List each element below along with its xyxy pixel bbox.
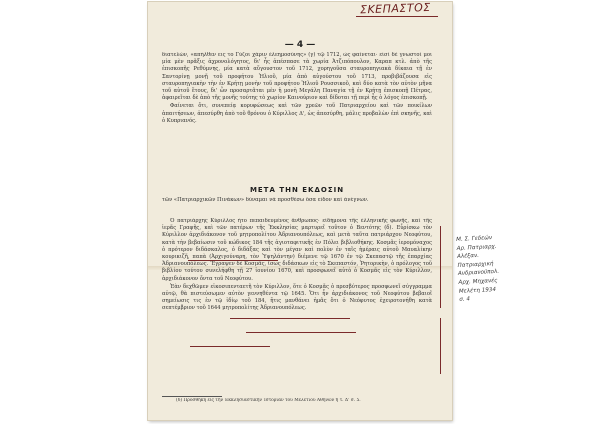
pen-underline [190, 346, 270, 347]
body-text-intro [162, 197, 432, 213]
handwritten-note: Αρ. Πατριαρχ. [456, 243, 497, 252]
paragraph: Ἐὰν δεχθῶμεν εἰκοσιπενταετῆ τὸν Κύριλλον, ὅτε ὁ Κοσμᾶς ὁ πρεσβύτερος προσφωνεῖ σύγγραμμα αὐτῷ, θὰ πιστεύσωμεν αὐτὸν γεννηθέντα τῷ 1645. Ὅτι ἦν ἀρχιδιάκονος τοῦ Νεοφύτου βεβαιοῖ σημείωσις τις ἐν τῷ ἰδίῳ τοῦ 184, ἣτις μανθάνει ἡμᾶς ὅτι ὁ Νεόφυτος ἐχειροτονήθη κατὰ σεπτέμβριον τοῦ 1644 μητροπολίτης Ἀδριανουπόλεως. [162, 283, 432, 312]
page-number: — 4 — [284, 40, 316, 50]
handwritten-note: Μελέτη 1934 [458, 286, 497, 295]
paragraph: Ὁ πατριάρχης Κύριλλος ἦτο πεπαιδευμένος ἄνθρωπος· εἰδήμονα τῆς ἑλληνικῆς φωνῆς, καὶ τῆς ἱερᾶς Γραφῆς, καὶ τῶν πατέρων τῆς Ἐκκλησίας μαρτυρεῖ τοῦτον ὁ Βεντότης (δ). Εὗρίσκω τὸν Κύριλλον ἀρχιδιάκονον τοῦ μητροπολίτου Ἀδριανουπόλεως, καὶ μετὰ ταῦτα πατριάρχου Νεοφύτου, κατὰ τὴν βεβαίωσιν τοῦ κώδικος 184 τῆς ἁγιοταφιτικῆς ἐν Πόλει βιβλιοθήκης. Κοσμᾶς ἱερομόναχος ὁ πρότερον διδάσκαλος, ὁ διδάξας καὶ τὸν μέγαν καὶ πολὺν ἐν ταῖς ἡμέραις αὐτοῦ Μαυαλίκην κουρικιζῆ, παπὰ (Ἀρχιγούναρη, τὸν Ὑψηλάντην) διέμενε τῷ 1670 ἐν τῷ Σκεπαστῷ τῆς ἐπαρχίας Ἀδριανουπόλεως. Ἔγραψεν δὲ Κοσμᾶς, ἴσως διδάσκων εἰς τὸ Σκεπαστόν, Ῥητορικὴν, ὁ πρόλογος τοῦ βιβλίου τούτου συνελήφθη τῇ 27 ἰουνίου 1670, καὶ προσφωνεῖ αὐτὸ ὁ Κοσμᾶς εἰς τὸν Κύριλλον, ἀρχιδιάκονον ὄντα τοῦ Νεοφύτου. [162, 218, 432, 282]
pen-underline [246, 332, 356, 333]
footnote: (δ) Προσθήκη εἰς τὴν Ἐκκλησιαστικὴν Ἱστορίαν τοῦ Μελετίου Ἀθηνῶν ἤ τ. Δ' σ. 5. [176, 398, 361, 403]
corner-annotation: ΣΚΕΠΑΣΤΟΣ [359, 0, 431, 17]
corner-annotation-underline [356, 16, 438, 17]
body-text-top [162, 52, 432, 182]
handwritten-margin-notes [456, 233, 526, 305]
section-heading: ΜΕΤΑ ΤΗΝ ΕΚΔΟΣΙΝ [249, 186, 345, 194]
margin-bracket [436, 318, 441, 374]
pen-underline [188, 260, 278, 261]
handwritten-note: Ανδριανούπολ. [457, 269, 500, 278]
handwritten-note: σ. 4 [459, 296, 471, 304]
pen-underline [230, 318, 350, 319]
handwritten-note: Αλέξαν. [456, 253, 480, 261]
paragraph: Φαίνεται ὅτι, συνεπείᾳ κορυφώσεως καὶ τῶν χρεῶν τοῦ Πατριαρχείου καὶ τῶν ποικίλων ἀπαιτήσεων, ἀπεσύρθη ἀπὸ τοῦ θρόνου ὁ Κύριλλος Δ', ὡς ἀπεσύρθη, μάλις προβαλὼν ἐπὶ σκηνῆς, καὶ ὁ Κυπριανός. [162, 103, 432, 124]
margin-bracket [436, 226, 441, 308]
handwritten-note: Πατριαρχική [457, 260, 494, 269]
paragraph: τῶν «Πατριαρχικῶν Πινάκων» δύναμαι νὰ προσθέσω ὅσα εἶδον καὶ ἀνέγνων. [162, 197, 369, 203]
body-text-bottom [162, 218, 432, 396]
paragraph: διατελών, «απήλθεν εις το Γύζοι χάριν έλεημοσύνης» (γ) τῷ 1712, ὡς φαίνεται· εἰσὶ δὲ γνωστοί μοι μία μὲν πρᾶξις ἀχρονολόγητος, δι' ἧς ἀπέσπασε τὰ χωρία Ἀτζιπόπουλον, Καραπ κτλ. ἀπὸ τῆς ἐπισκοπῆς Ρεθύμνης, μία κατὰ αὔγουστον τοῦ 1712, χορηγοῦσα σταυροπηγιακὰ δίκαια τῇ ἐν Σαντορίνῃ μονῇ τοῦ προφήτου Ἠλιοῦ, μία ἀπὸ αὐγούστου τοῦ 1713, προβιβάζουσα εἰς σταυροπηγιακὴν τὴν ἐν Κρήτῃ μονὴν τοῦ προφήτου Ἠλιοῦ Ρουσσικοῦ, καὶ δύο κατὰ τὸν αὐτὸν μῆνα τοῦ αὐτοῦ ἔτους, δι' ὧν προσαρτᾶται μὲν ἡ μονὴ Μεγάλη Παναγία τῇ ἐν Κρήτῃ ἐπισκοπῇ Πέτρας, ἀφαιρεῖται δὲ ἀπὸ τῆς μονῆς τούτης τὸ χωρίον Καινούριον καὶ δίδοται τῇ περὶ ἧς ὁ λόγος ἐπισκοπῇ. [162, 52, 432, 102]
footnote-rule [162, 396, 222, 397]
handwritten-note: Μ. Σ. Γεδεών [456, 235, 493, 243]
handwritten-note: Αρχ. Μηχανές [458, 277, 498, 286]
